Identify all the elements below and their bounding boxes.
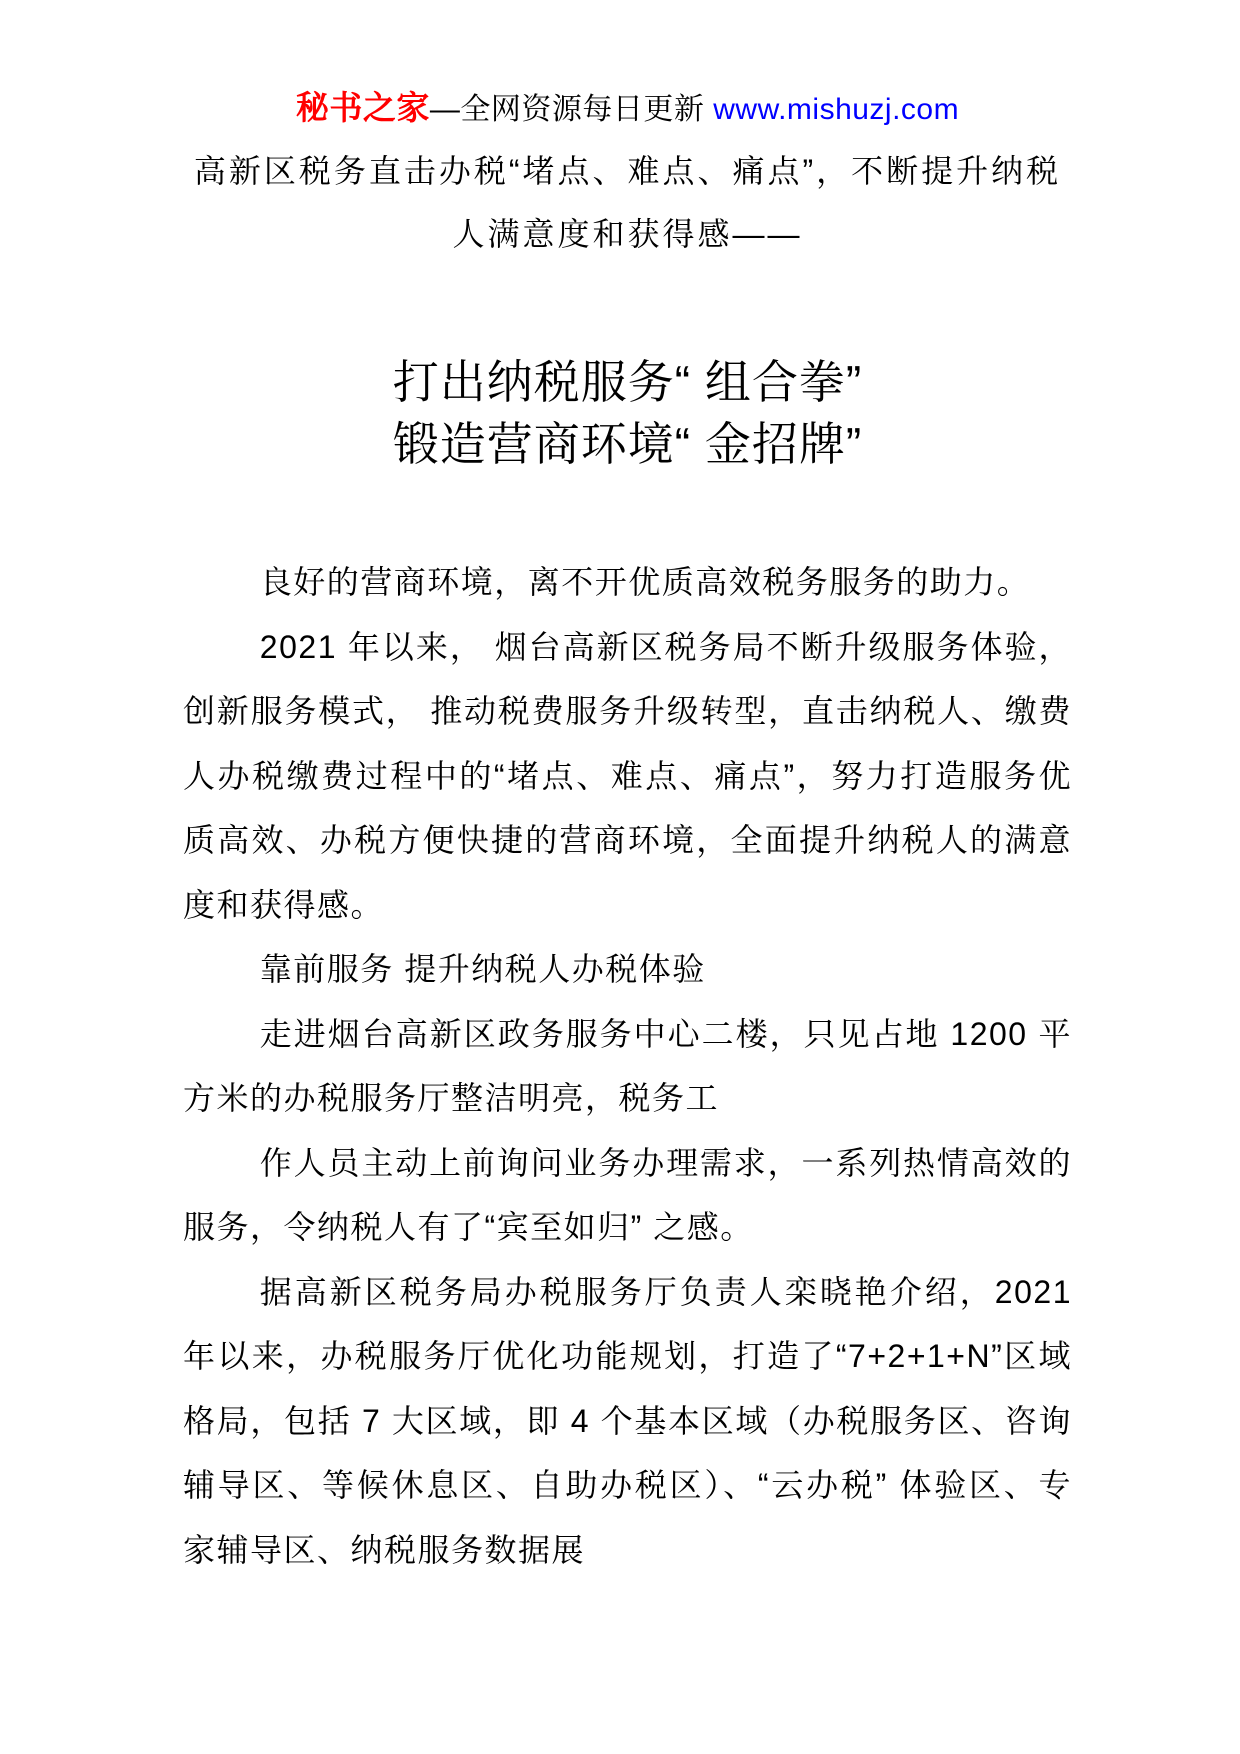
site-header [183, 88, 1072, 130]
article-title-line-2: 锻造营商环境“ 金招牌” [392, 418, 863, 470]
article-title-line-1: 打出纳税服务“ 组合拳” [392, 356, 863, 408]
paragraph-hall-part-2: 作人员主动上前询问业务办理需求，一系列热情高效的服务，令纳税人有了“宾至如归” 之感。 [183, 1144, 1072, 1245]
paragraph-intro: 良好的营商环境，离不开优质高效税务服务的助力。 [259, 564, 1031, 600]
paragraph-hall-layout: 据高新区税务局办税服务厅负责人栾晓艳介绍，2021 年以来，办税服务厅优化功能规划，打造了“7+2+1+N”区域格局，包括 7 大区域，即 4 个基本区域（办税服务区、咨询辅导区、等候休息区、自助办税区）、“云办税” 体验区、专家辅导区、纳税服务数据展 [183, 1273, 1072, 1568]
article-body [183, 550, 1072, 1582]
paragraph-overview: 2021 年以来， 烟台高新区税务局不断升级服务体验， 创新服务模式， 推动税费服务升级转型，直击纳税人、缴费人办税缴费过程中的“堵点、难点、痛点”，努力打造服务优质高效、办税方便快捷的营商环境，全面提升纳税人的满意度和获得感。 [183, 628, 1072, 923]
site-url-link[interactable]: www.mishuzj.com [713, 93, 960, 126]
article-title [183, 351, 1072, 475]
site-brand: 秘书之家 [295, 89, 430, 126]
section-heading-service: 靠前服务 提升纳税人办税体验 [259, 951, 706, 987]
article-subtitle: 高新区税务直击办税“堵点、难点、痛点”，不断提升纳税人满意度和获得感—— [193, 153, 1062, 252]
site-header-tagline: —全网资源每日更新 [429, 93, 714, 126]
paragraph-hall-part-1: 走进烟台高新区政务服务中心二楼，只见占地 1200 平方米的办税服务厅整洁明亮，税务工 [183, 1015, 1072, 1116]
